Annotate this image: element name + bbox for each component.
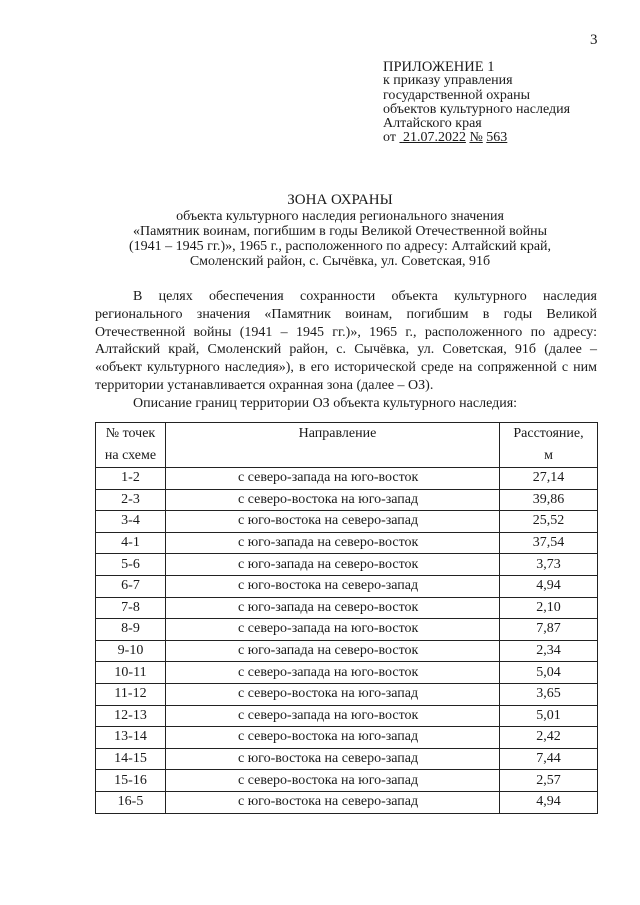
cell-direction: с юго-запада на северо-восток <box>166 597 500 619</box>
cell-distance: 5,01 <box>500 705 598 727</box>
cell-distance: 4,94 <box>500 791 598 813</box>
order-number-sign: № <box>469 130 483 146</box>
cell-distance: 39,86 <box>500 489 598 511</box>
table-row <box>96 511 598 533</box>
table-row <box>96 619 598 641</box>
cell-direction: с северо-востока на юго-запад <box>166 727 500 749</box>
appendix-line: Алтайского края <box>383 116 482 132</box>
header-distance-line2: м <box>544 448 553 463</box>
body-text <box>95 288 597 413</box>
cell-points: 2-3 <box>96 489 166 511</box>
appendix-heading: ПРИЛОЖЕНИЕ 1 <box>383 59 495 75</box>
cell-points: 5-6 <box>96 554 166 576</box>
cell-distance: 37,54 <box>500 532 598 554</box>
order-prefix: от <box>383 130 396 146</box>
table-header-row <box>96 423 598 468</box>
cell-direction: с юго-востока на северо-запад <box>166 511 500 533</box>
cell-distance: 25,52 <box>500 511 598 533</box>
order-date-value: 21.07.2022 <box>402 130 466 146</box>
cell-distance: 2,10 <box>500 597 598 619</box>
header-points <box>96 423 166 468</box>
appendix-block <box>383 60 570 146</box>
header-distance <box>500 423 598 468</box>
cell-points: 9-10 <box>96 640 166 662</box>
order-number: 563 <box>486 130 508 146</box>
table-row <box>96 575 598 597</box>
paragraph: Описание границ территории ОЗ объекта культурного наследия: <box>133 395 518 411</box>
table-row <box>96 554 598 576</box>
cell-distance: 2,42 <box>500 727 598 749</box>
header-distance-line1: Расстояние, <box>513 426 584 441</box>
cell-distance: 5,04 <box>500 662 598 684</box>
boundary-table-wrapper <box>95 422 598 814</box>
cell-points: 4-1 <box>96 532 166 554</box>
cell-distance: 3,65 <box>500 683 598 705</box>
cell-distance: 27,14 <box>500 468 598 490</box>
paragraph: В целях обеспечения сохранности объекта культурного наследия регионального значения «Памятник воинам, погибшим в годы Великой Отечественной войны (1941 – 1945 гг.)», 1965 г., расположенного по адресу: Алтайский край, Смоленский район, с. Сычёвка, ул. Советская, 91б (далее – «объект культурного наследия»), в его исторической среде на сопряженной с ним территории устанавливается охранная зона (далее – ОЗ). <box>95 289 597 393</box>
table-row <box>96 791 598 813</box>
cell-points: 13-14 <box>96 727 166 749</box>
cell-direction: с юго-запада на северо-восток <box>166 532 500 554</box>
title-line: (1941 – 1945 гг.)», 1965 г., расположенного по адресу: Алтайский край, <box>128 239 552 254</box>
cell-direction: с северо-востока на юго-запад <box>166 683 500 705</box>
appendix-line: объектов культурного наследия <box>383 101 571 117</box>
order-date <box>399 130 466 145</box>
cell-direction: с северо-востока на юго-запад <box>166 489 500 511</box>
cell-distance: 2,34 <box>500 640 598 662</box>
cell-direction: с юго-востока на северо-запад <box>166 748 500 770</box>
cell-direction: с северо-запада на юго-восток <box>166 468 500 490</box>
header-points-line1: № точек <box>105 426 156 441</box>
order-line <box>383 131 570 145</box>
cell-distance: 4,94 <box>500 575 598 597</box>
document-title <box>100 193 580 269</box>
table-row <box>96 468 598 490</box>
cell-distance: 2,57 <box>500 770 598 792</box>
header-points-line2: на схеме <box>104 448 157 463</box>
appendix-line: государственной охраны <box>383 87 531 103</box>
cell-points: 15-16 <box>96 770 166 792</box>
cell-points: 8-9 <box>96 619 166 641</box>
cell-points: 12-13 <box>96 705 166 727</box>
title-line: объекта культурного наследия регионального значения <box>176 209 504 224</box>
cell-direction: с северо-запада на юго-восток <box>166 619 500 641</box>
boundary-table <box>95 422 598 814</box>
cell-points: 16-5 <box>96 791 166 813</box>
title-main: ЗОНА ОХРАНЫ <box>287 192 393 208</box>
cell-direction: с юго-запада на северо-восток <box>166 640 500 662</box>
cell-direction: с юго-запада на северо-восток <box>166 554 500 576</box>
cell-distance: 3,73 <box>500 554 598 576</box>
cell-points: 10-11 <box>96 662 166 684</box>
appendix-line: к приказу управления <box>383 73 513 89</box>
cell-points: 11-12 <box>96 683 166 705</box>
cell-points: 7-8 <box>96 597 166 619</box>
cell-points: 6-7 <box>96 575 166 597</box>
table-row <box>96 662 598 684</box>
title-line: «Памятник воинам, погибшим в годы Великой Отечественной войны <box>133 224 547 239</box>
cell-direction: с северо-запада на юго-восток <box>166 662 500 684</box>
cell-distance: 7,87 <box>500 619 598 641</box>
cell-points: 3-4 <box>96 511 166 533</box>
cell-distance: 7,44 <box>500 748 598 770</box>
table-row <box>96 640 598 662</box>
table-row <box>96 705 598 727</box>
cell-points: 1-2 <box>96 468 166 490</box>
table-row <box>96 727 598 749</box>
table-row <box>96 532 598 554</box>
table-row <box>96 597 598 619</box>
table-row <box>96 489 598 511</box>
title-line: Смоленский район, с. Сычёвка, ул. Советская, 91б <box>189 254 491 269</box>
cell-direction: с северо-востока на юго-запад <box>166 770 500 792</box>
table-body <box>96 468 598 814</box>
page-number: 3 <box>590 32 598 48</box>
cell-direction: с юго-востока на северо-запад <box>166 791 500 813</box>
table-row <box>96 770 598 792</box>
cell-direction: с северо-запада на юго-восток <box>166 705 500 727</box>
header-direction: Направление <box>166 423 500 468</box>
table-row <box>96 683 598 705</box>
cell-points: 14-15 <box>96 748 166 770</box>
cell-direction: с юго-востока на северо-запад <box>166 575 500 597</box>
table-row <box>96 748 598 770</box>
